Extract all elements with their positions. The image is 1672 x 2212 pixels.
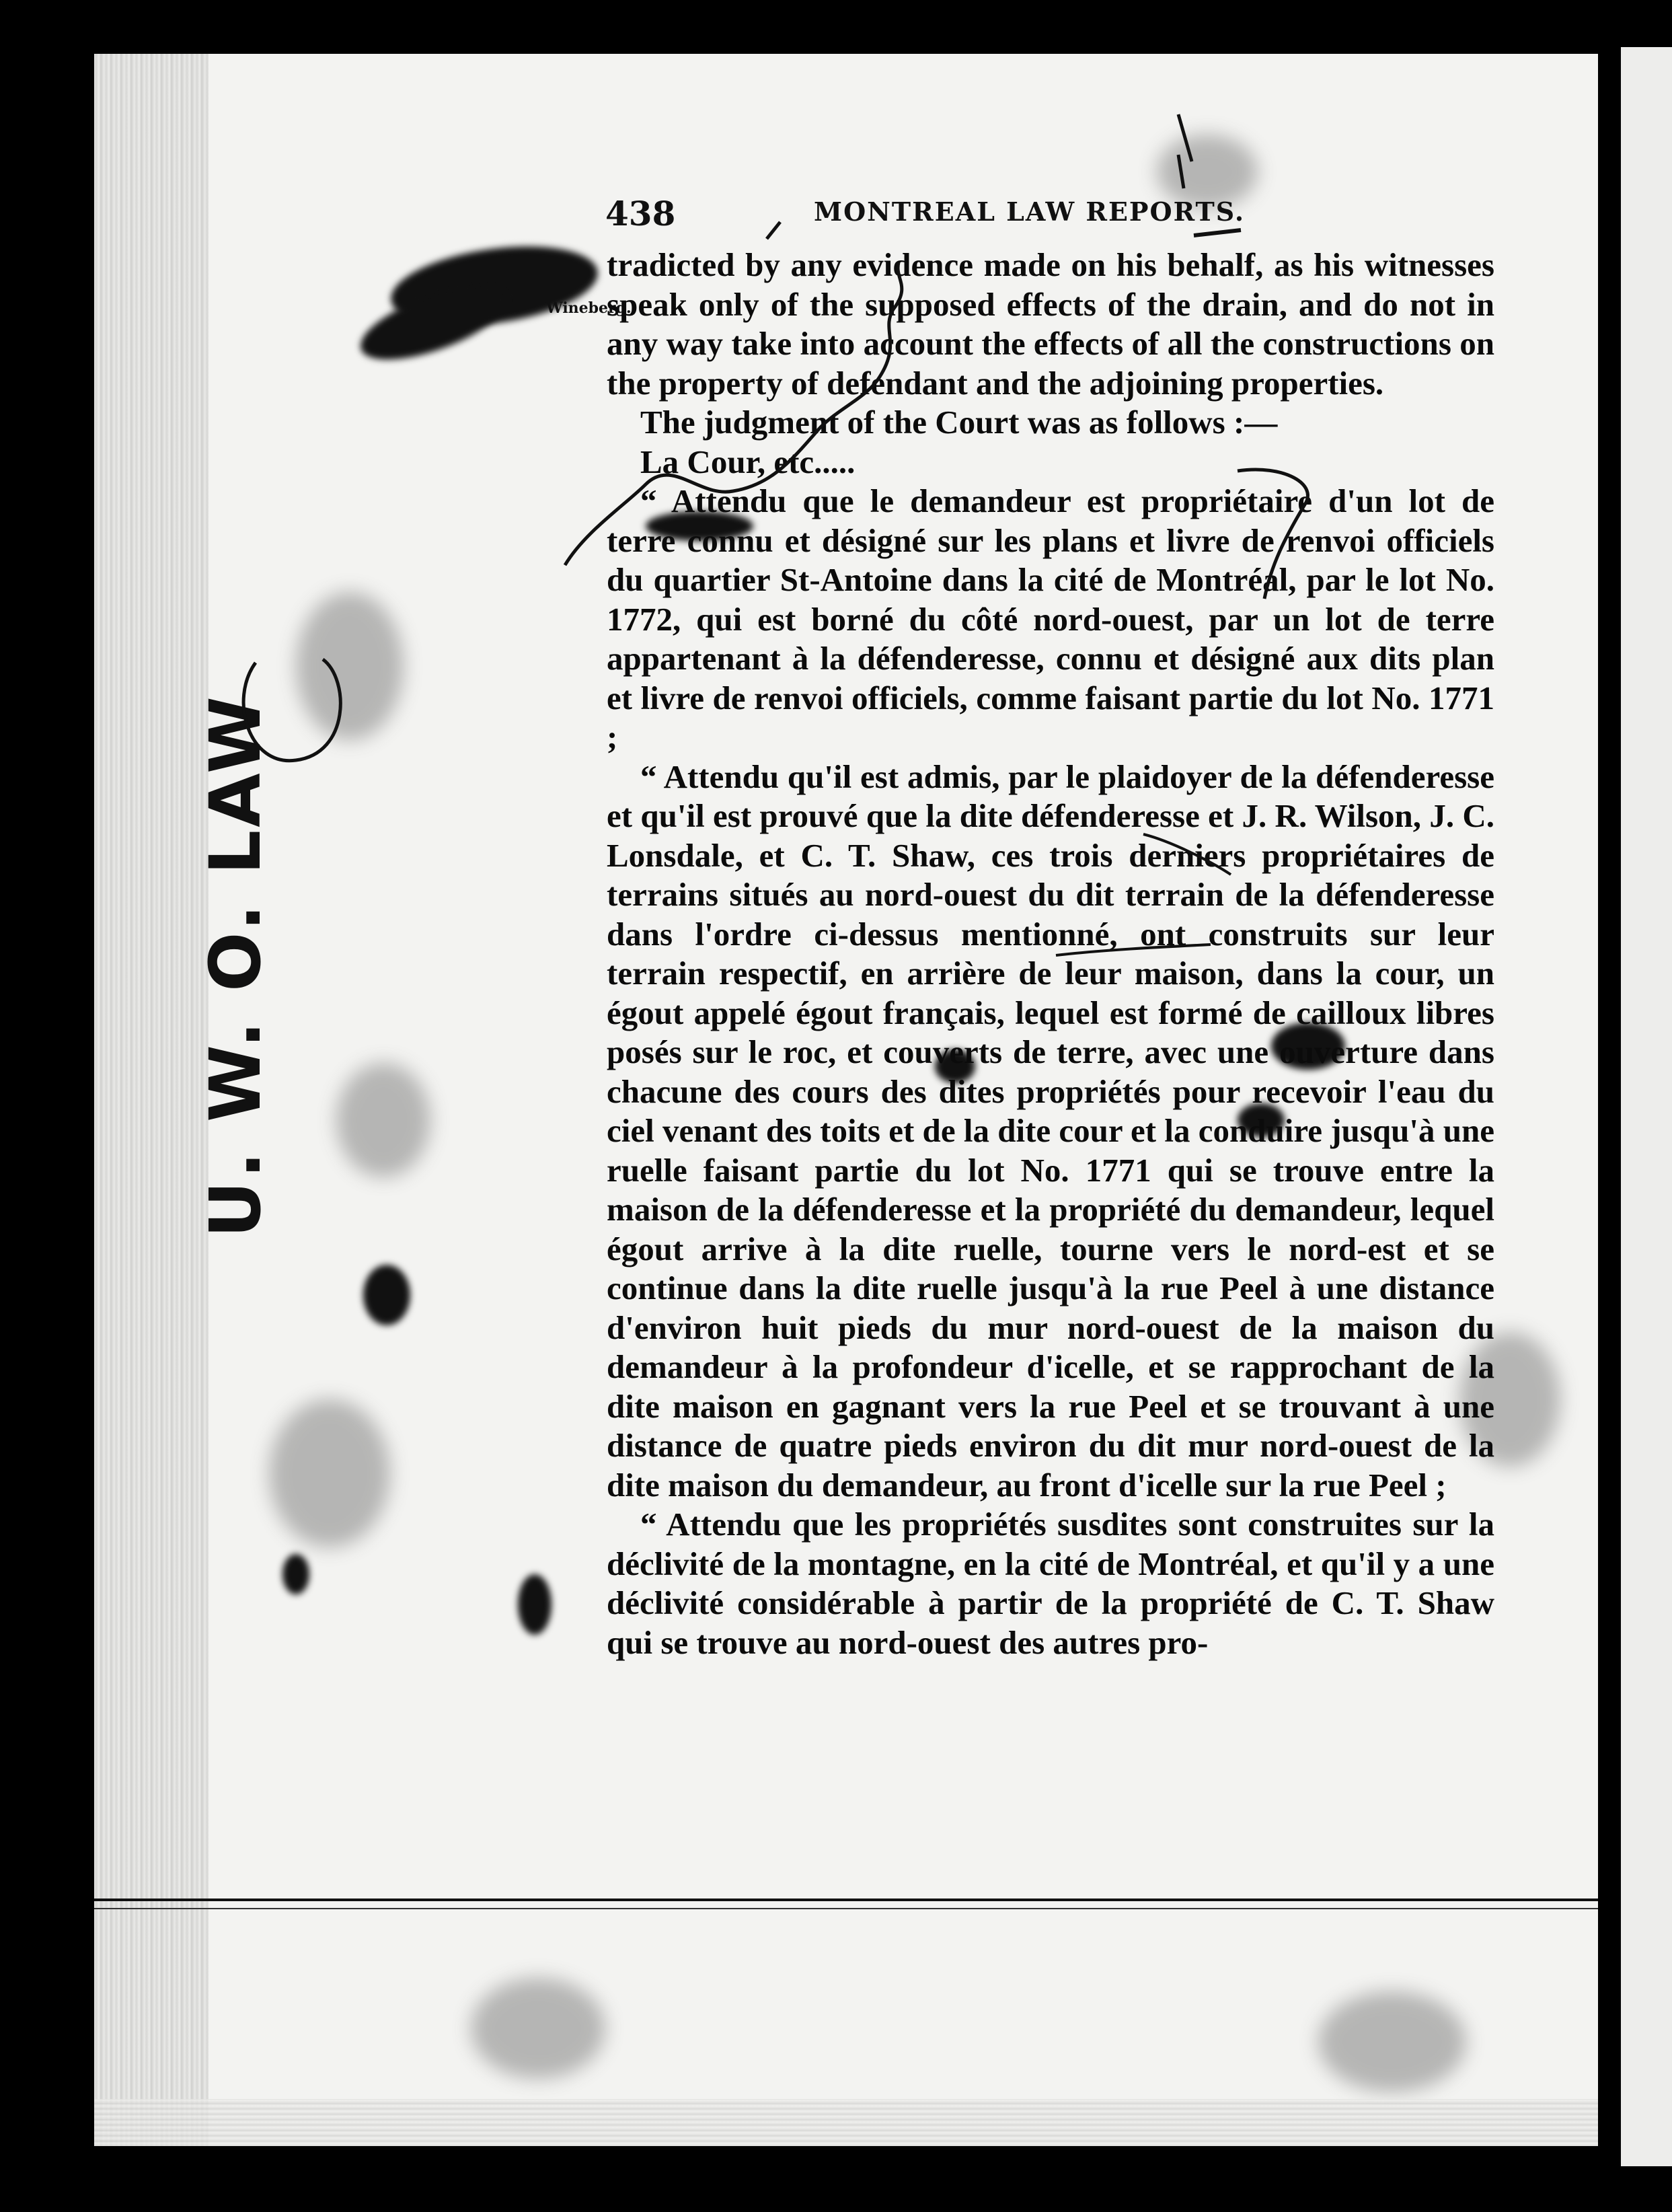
smudge bbox=[336, 1063, 430, 1177]
stamp-text: U. W. O. LAW bbox=[194, 694, 276, 1238]
running-header bbox=[605, 194, 1453, 241]
library-stamp bbox=[182, 694, 289, 1271]
bottom-rule bbox=[94, 1898, 1598, 1901]
ink-stain bbox=[363, 1265, 410, 1325]
paragraph: The judgment of the Court was as follows :— bbox=[640, 404, 1278, 441]
body-text bbox=[607, 246, 1494, 1662]
smudge bbox=[296, 592, 404, 740]
adjacent-page-edge bbox=[1614, 47, 1672, 2166]
smudge bbox=[269, 1399, 390, 1547]
document-page bbox=[94, 54, 1598, 2146]
paragraph: “ Attendu que les propriétés susdites sont construites sur la déclivité de la montagne, en la cité de Montréal, et qu'il y a une déclivité considérable à partir de la propriété de C. T. Shaw qui se trouve au nord-ouest des autres pro- bbox=[607, 1506, 1494, 1661]
paragraph: “ Attendu qu'il est admis, par le plaidoyer de la défenderesse et qu'il est prouvé que la dite défenderesse et J. R. Wilson, J. C. Lonsdale, et C. T. Shaw, ces trois derniers propriétaires de terrains situés au nord-ouest du dit terrain de la défenderesse dans l'ordre ci-dessus mentionné, ont construits sur leur terrain respectif, en arrière de leur maison, dans la cour, un égout appelé égout français, lequel est formé de cailloux libres posés sur le roc, et couverts de terre, avec une ouverture dans chacune des cours des dites propriétés pour recevoir l'eau du ciel venant des toits et de la dite cour et la conduire jusqu'à une ruelle faisant partie du lot No. 1771 qui se trouve entre la maison de la défenderesse et la propriété du demandeur, lequel égout arrive à la dite ruelle, tourne vers le nord-est et se continue dans la dite ruelle jusqu'à la rue Peel à une distance d'environ huit pieds du mur nord-ouest de la maison du demandeur à la profondeur d'icelle, et se rapprochant de la dite maison en gagnant vers la rue Peel et se trouvant à une distance de quatre pieds environ du dit mur nord-ouest de la dite maison du demandeur, au front d'icelle sur la rue Peel ; bbox=[607, 758, 1494, 1504]
ink-stain bbox=[518, 1574, 552, 1635]
paragraph: La Cour, etc..... bbox=[640, 443, 856, 480]
bottom-rule-thin bbox=[94, 1908, 1598, 1909]
page-number: 438 bbox=[605, 194, 676, 233]
margin-note: Wineberg. bbox=[546, 299, 632, 317]
ink-stain bbox=[282, 1554, 309, 1594]
running-title: MONTREAL LAW REPORTS. bbox=[814, 196, 1246, 227]
paragraph: tradicted by any evidence made on his behalf, as his witnesses speak only of the supposed effects of the drain, and do not in any way take into account the effects of all the constructions on the property of defendant and the adjoining properties. bbox=[607, 246, 1494, 402]
paragraph: “ Attendu que le demandeur est propriétaire d'un lot de terre connu et désigné sur les plans et livre de renvoi officiels du quartier St-Antoine dans la cité de Montréal, par le lot No. 1772, qui est borné du côté nord-ouest, par un lot de terre appartenant à la défenderesse, connu et désigné aux dits plan et livre de renvoi officiels, comme faisant partie du lot No. 1771 ; bbox=[607, 482, 1494, 755]
smudge bbox=[1318, 1991, 1466, 2092]
smudge bbox=[471, 1978, 605, 2079]
bottom-edge bbox=[94, 2099, 1598, 2146]
